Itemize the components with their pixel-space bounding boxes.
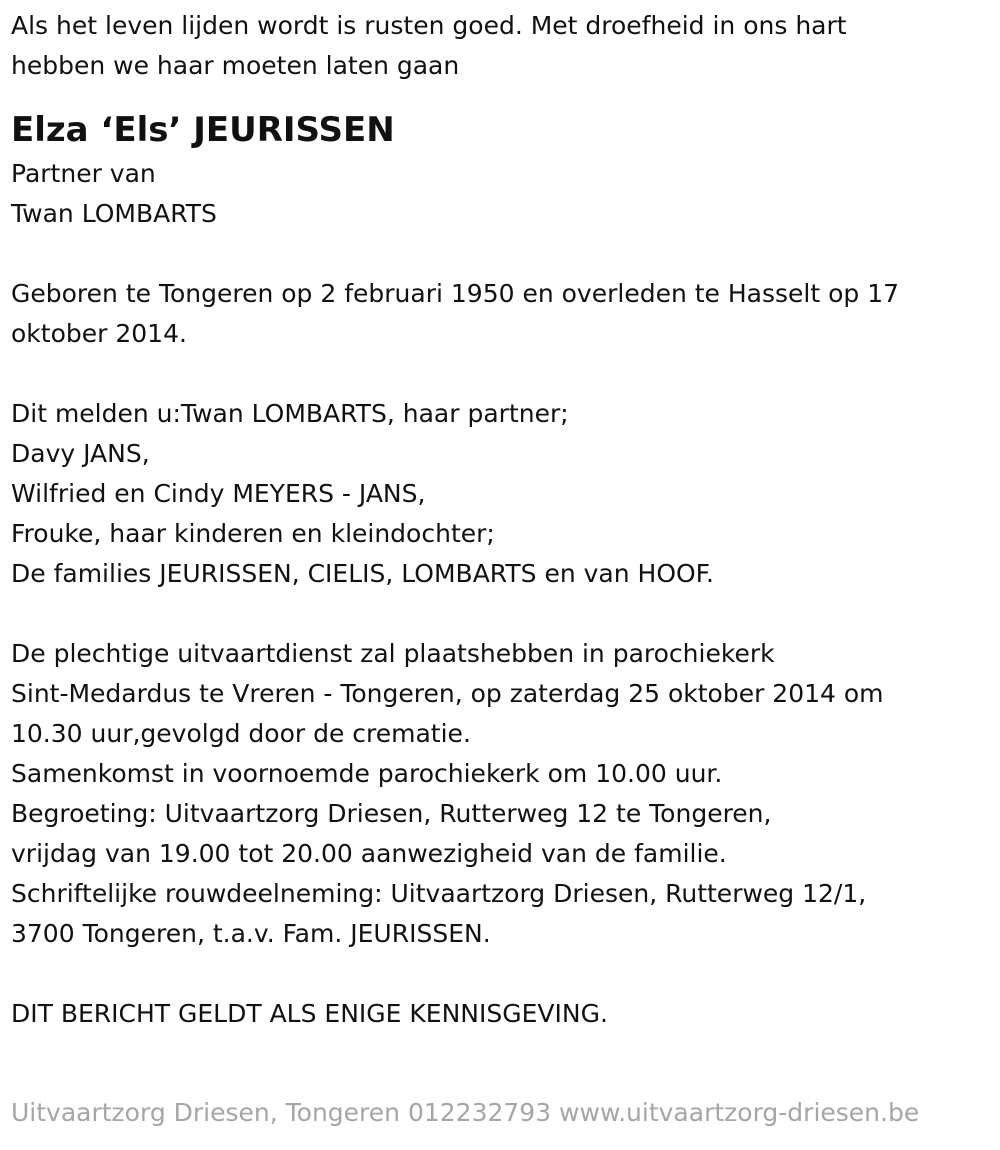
service-line: Samenkomst in voornoemde parochiekerk om 10.00 uur. <box>11 759 723 788</box>
spacer <box>11 954 991 994</box>
spacer <box>11 234 991 274</box>
deceased-name: Elza ‘Els’ JEURISSEN <box>11 110 395 150</box>
partner-block <box>11 154 991 234</box>
announcers-block <box>11 394 991 594</box>
intro-line: hebben we haar moeten laten gaan <box>11 51 460 80</box>
announcer-line: Dit melden u:Twan LOMBARTS, haar partner; <box>11 399 569 428</box>
announcer-line: Davy JANS, <box>11 439 150 468</box>
notice-text: DIT BERICHT GELDT ALS ENIGE KENNISGEVING. <box>11 999 608 1028</box>
spacer <box>11 594 991 634</box>
service-line: Sint-Medardus te Vreren - Tongeren, op zaterdag 25 oktober 2014 om <box>11 679 884 708</box>
service-line: Schriftelijke rouwdeelneming: Uitvaartzorg Driesen, Rutterweg 12/1, <box>11 879 867 908</box>
birth-death-line: Geboren te Tongeren op 2 februari 1950 en overleden te Hasselt op 17 <box>11 279 900 308</box>
service-block <box>11 634 991 954</box>
announcer-line: Wilfried en Cindy MEYERS - JANS, <box>11 479 426 508</box>
obituary-document <box>11 6 991 1034</box>
partner-name: Twan LOMBARTS <box>11 199 217 228</box>
announcer-line: De families JEURISSEN, CIELIS, LOMBARTS en van HOOF. <box>11 559 714 588</box>
service-line: Begroeting: Uitvaartzorg Driesen, Rutterweg 12 te Tongeren, <box>11 799 772 828</box>
service-line: De plechtige uitvaartdienst zal plaatshebben in parochiekerk <box>11 639 775 668</box>
partner-label: Partner van <box>11 159 156 188</box>
birth-death-block <box>11 274 991 354</box>
birth-death-line: oktober 2014. <box>11 319 187 348</box>
service-line: 10.30 uur,gevolgd door de crematie. <box>11 719 471 748</box>
announcer-line: Frouke, haar kinderen en kleindochter; <box>11 519 495 548</box>
service-line: vrijdag van 19.00 tot 20.00 aanwezigheid van de familie. <box>11 839 727 868</box>
funeral-home-footer: Uitvaartzorg Driesen, Tongeren 012232793 www.uitvaartzorg-driesen.be <box>11 1098 920 1127</box>
service-line: 3700 Tongeren, t.a.v. Fam. JEURISSEN. <box>11 919 491 948</box>
intro-line: Als het leven lijden wordt is rusten goed. Met droefheid in ons hart <box>11 11 847 40</box>
intro-text <box>11 6 991 86</box>
spacer <box>11 354 991 394</box>
